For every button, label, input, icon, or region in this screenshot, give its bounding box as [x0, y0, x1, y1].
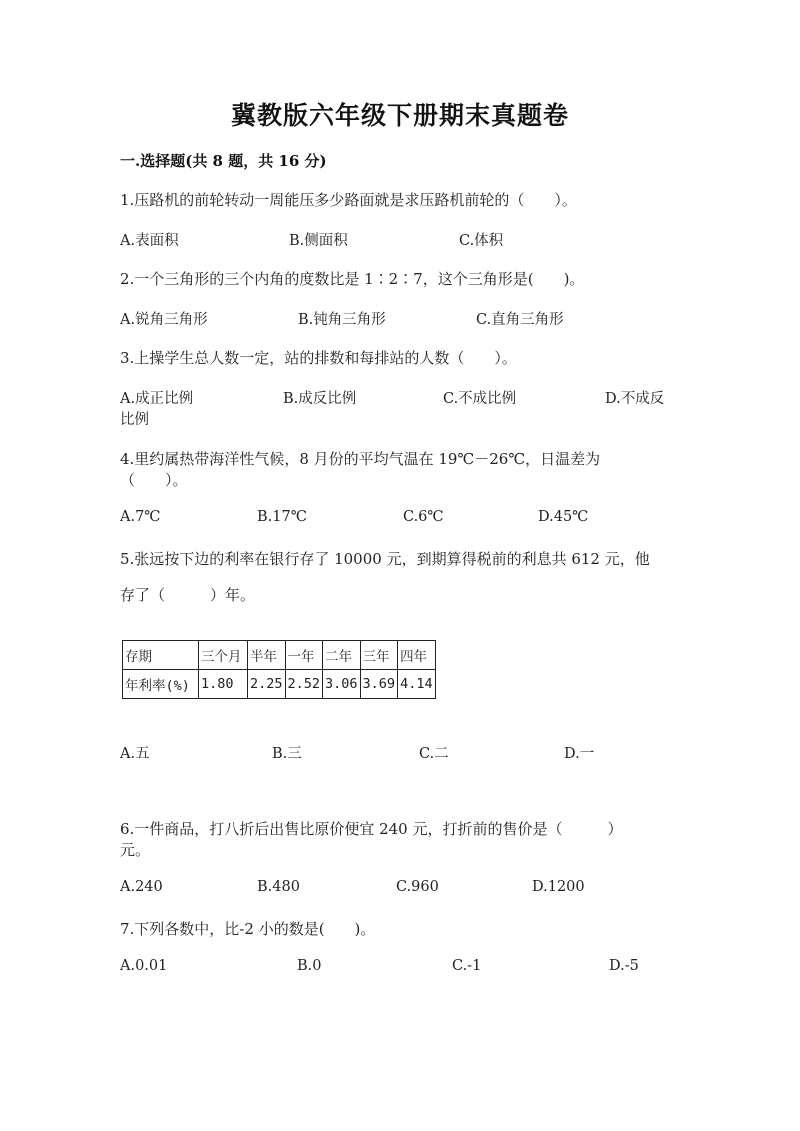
question-3-text: 3.上操学生总人数一定，站的排数和每排站的人数（ ）。	[120, 349, 517, 367]
interest-rate-table	[122, 640, 436, 699]
table-cell: 3.06	[323, 670, 361, 699]
question-6-text-wrap: 元。	[120, 841, 151, 859]
question-6-option-b: B.480	[257, 879, 300, 895]
table-header-cell: 四年	[398, 641, 436, 670]
question-5-text-wrap: 存了（ ）年。	[120, 586, 256, 604]
question-7-option-c: C.-1	[452, 958, 482, 974]
question-5-option-b: B.三	[272, 746, 302, 762]
question-6-option-a: A.240	[120, 879, 163, 895]
table-row	[123, 670, 436, 699]
section-heading: 一.选择题(共 8 题，共 16 分)	[120, 152, 327, 170]
question-6-text: 6.一件商品，打八折后出售比原价便宜 240 元，打折前的售价是（ ）	[120, 820, 623, 838]
table-header-cell: 存期	[123, 641, 199, 670]
question-1-option-c: C.体积	[459, 233, 504, 249]
question-2-option-c: C.直角三角形	[476, 312, 564, 328]
table-cell: 1.80	[199, 670, 248, 699]
question-4-option-c: C.6℃	[403, 509, 444, 525]
question-5-option-c: C.二	[419, 746, 449, 762]
table-cell: 3.69	[360, 670, 398, 699]
question-2-option-a: A.锐角三角形	[120, 312, 208, 328]
question-3-option-a: A.成正比例	[120, 391, 194, 407]
question-7-option-d: D.-5	[609, 958, 639, 974]
question-4-text-wrap: （ ）。	[120, 471, 188, 489]
question-3-option-d: D.不成反	[605, 391, 665, 407]
question-7-option-b: B.0	[297, 958, 322, 974]
table-cell: 2.52	[285, 670, 323, 699]
table-header-cell: 半年	[248, 641, 286, 670]
question-4-text: 4.里约属热带海洋性气候，8 月份的平均气温在 19℃－26℃，日温差为	[120, 450, 601, 468]
question-1-text: 1.压路机的前轮转动一周能压多少路面就是求压路机前轮的（ ）。	[120, 191, 577, 209]
question-3-option-d-wrap: 比例	[120, 412, 149, 428]
question-5-text: 5.张远按下边的利率在银行存了 10000 元，到期算得税前的利息共 612 元，他	[120, 550, 650, 568]
question-7-text: 7.下列各数中，比-2 小的数是( )。	[120, 920, 376, 938]
question-6-option-d: D.1200	[532, 879, 585, 895]
table-cell: 2.25	[248, 670, 286, 699]
table-cell: 年利率(%)	[123, 670, 199, 699]
question-3-option-c: C.不成比例	[443, 391, 517, 407]
question-6-option-c: C.960	[396, 879, 439, 895]
table-header-cell: 三个月	[199, 641, 248, 670]
table-header-cell: 三年	[360, 641, 398, 670]
table-header-row	[123, 641, 436, 670]
question-5-option-a: A.五	[120, 746, 150, 762]
question-4-option-d: D.45℃	[538, 509, 589, 525]
table-cell: 4.14	[398, 670, 436, 699]
question-2-text: 2.一个三角形的三个内角的度数比是 1∶2∶7，这个三角形是( )。	[120, 270, 585, 288]
question-7-option-a: A.0.01	[120, 958, 168, 974]
question-5-option-d: D.一	[564, 746, 595, 762]
question-3-option-b: B.成反比例	[283, 391, 357, 407]
question-4-option-b: B.17℃	[257, 509, 307, 525]
table-header-cell: 二年	[323, 641, 361, 670]
question-1-option-a: A.表面积	[120, 233, 179, 249]
question-1-option-b: B.侧面积	[289, 233, 348, 249]
table-header-cell: 一年	[285, 641, 323, 670]
question-4-option-a: A.7℃	[120, 509, 161, 525]
question-2-option-b: B.钝角三角形	[298, 312, 386, 328]
page-title: 冀教版六年级下册期末真题卷	[230, 101, 569, 130]
